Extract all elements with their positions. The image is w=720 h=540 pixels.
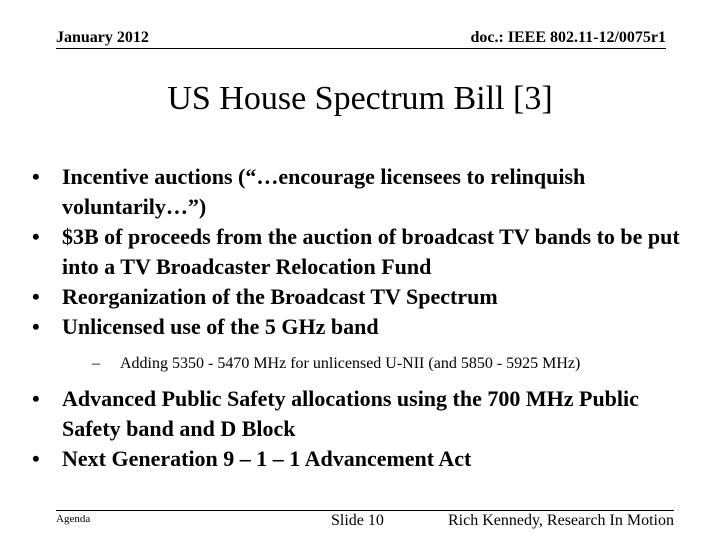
bullet-icon: • xyxy=(32,446,40,471)
slide-number: Slide 10 xyxy=(331,512,384,529)
bullet-item xyxy=(30,312,680,342)
bullet-item xyxy=(30,384,680,444)
bullet-text: Reorganization of the Broadcast TV Spectrum xyxy=(62,284,498,309)
bullet-text: Unlicensed use of the 5 GHz band xyxy=(62,314,379,339)
bullet-icon: • xyxy=(32,284,40,309)
footer-author: Rich Kennedy, Research In Motion xyxy=(447,512,674,529)
bullet-icon: • xyxy=(32,224,40,249)
bullet-text: Advanced Public Safety allocations using the 700 MHz Public Safety band and D Block xyxy=(62,386,639,441)
slide-title: US House Spectrum Bill [3] xyxy=(167,80,553,117)
bullet-text: Next Generation 9 – 1 – 1 Advancement Act xyxy=(62,446,472,471)
header-doc-id: doc.: IEEE 802.11-12/0075r1 xyxy=(470,29,666,46)
slide-body xyxy=(30,162,680,474)
bullet-icon: • xyxy=(32,314,40,339)
header-date: January 2012 xyxy=(56,29,149,46)
bullet-icon: • xyxy=(32,386,40,411)
footer-divider xyxy=(56,510,674,511)
bullet-item xyxy=(30,444,680,474)
dash-icon: – xyxy=(92,355,100,372)
bullet-icon: • xyxy=(32,164,40,189)
sub-bullet-item xyxy=(30,354,680,374)
bullet-text: $3B of proceeds from the auction of broadcast TV bands to be put into a TV Broadcaster Relocation Fund xyxy=(62,224,680,279)
footer-agenda-label: Agenda xyxy=(56,513,91,525)
bullet-item xyxy=(30,222,680,282)
bullet-item xyxy=(30,282,680,312)
bullet-item xyxy=(30,162,680,222)
sub-bullet-text: Adding 5350 - 5470 MHz for unlicensed U-NII (and 5850 - 5925 MHz) xyxy=(120,355,581,372)
header-divider xyxy=(56,48,666,49)
bullet-text: Incentive auctions (“…encourage licensees to relinquish voluntarily…”) xyxy=(62,164,586,219)
